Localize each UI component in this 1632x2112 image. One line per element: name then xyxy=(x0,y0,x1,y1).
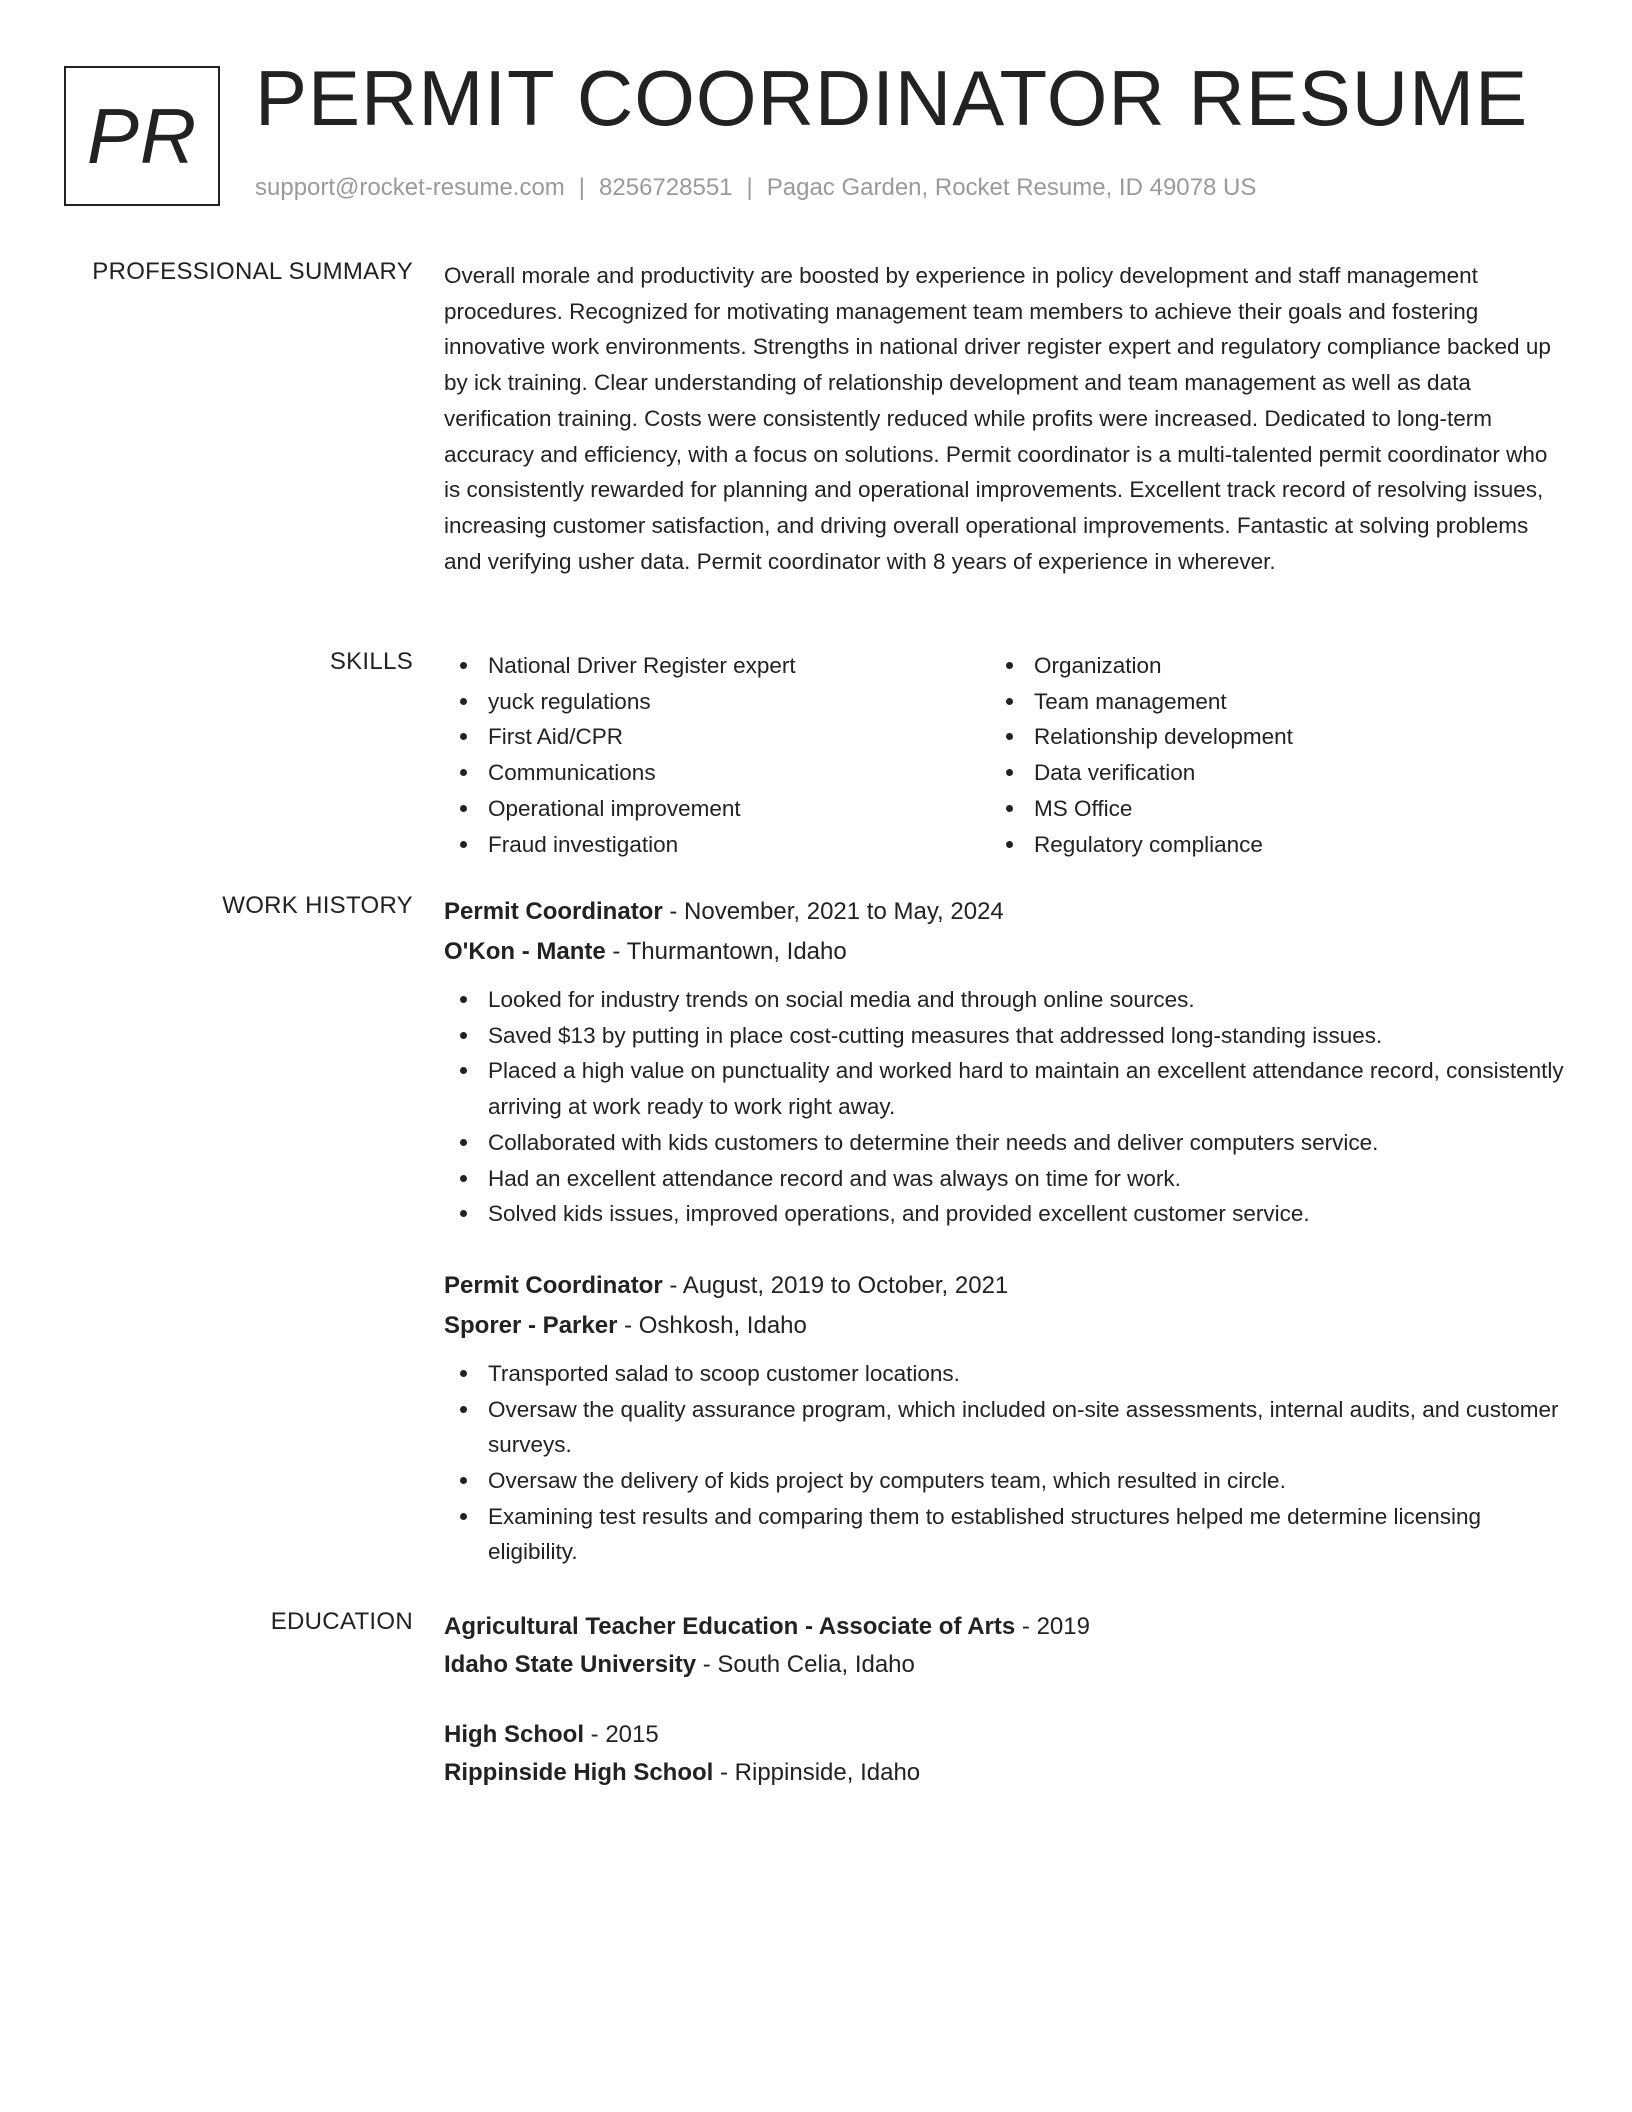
job-bullet-list xyxy=(444,982,1564,1232)
job-title: Permit Coordinator xyxy=(444,1271,663,1299)
skill-item: Team management xyxy=(990,684,1536,720)
job-bullet: Saved $13 by putting in place cost-cutting measures that addressed long-standing issues. xyxy=(444,1018,1564,1054)
job-bullet: Placed a high value on punctuality and worked hard to maintain an excellent attendance record, consistently arriving at work ready to work right away. xyxy=(444,1053,1564,1124)
job-bullet: Oversaw the quality assurance program, which included on-site assessments, internal audits, and customer surveys. xyxy=(444,1392,1564,1463)
skill-item: Data verification xyxy=(990,755,1536,791)
skills-columns xyxy=(444,648,1564,862)
job-bullet: Had an excellent attendance record and was always on time for work. xyxy=(444,1161,1564,1197)
skill-item: MS Office xyxy=(990,791,1536,827)
job-bullet: Examining test results and comparing them to established structures helped me determine licensing eligibility. xyxy=(444,1499,1564,1570)
contact-separator: | xyxy=(578,174,586,201)
education-entry xyxy=(444,1608,1564,1684)
education-year: - 2019 xyxy=(1015,1613,1090,1640)
education-degree: High School xyxy=(444,1721,584,1748)
education-degree: Agricultural Teacher Education - Associate of Arts xyxy=(444,1613,1016,1640)
monogram-logo: PR xyxy=(64,66,220,206)
summary-heading: PROFESSIONAL SUMMARY xyxy=(92,258,413,285)
job-dates: - November, 2021 to May, 2024 xyxy=(662,898,1004,925)
skill-item: Relationship development xyxy=(990,719,1536,755)
skills-list-right xyxy=(990,648,1536,862)
job-company: Sporer - Parker xyxy=(444,1311,618,1339)
education-year: - 2015 xyxy=(584,1721,659,1748)
job-bullet: Looked for industry trends on social media and through online sources. xyxy=(444,982,1564,1018)
job-entry xyxy=(444,1266,1564,1570)
education-school-line xyxy=(444,1754,1564,1792)
summary-body xyxy=(444,258,1564,579)
skill-item: First Aid/CPR xyxy=(444,719,990,755)
education-degree-line xyxy=(444,1716,1564,1754)
skill-item: National Driver Register expert xyxy=(444,648,990,684)
skill-item: Fraud investigation xyxy=(444,827,990,863)
education-location: - Rippinside, Idaho xyxy=(713,1759,921,1786)
education-school: Rippinside High School xyxy=(444,1759,714,1786)
contact-line xyxy=(255,174,1256,202)
education-degree-line xyxy=(444,1608,1564,1646)
education-heading: EDUCATION xyxy=(270,1608,413,1635)
skill-item: Organization xyxy=(990,648,1536,684)
job-company-line xyxy=(444,932,1564,972)
job-title: Permit Coordinator xyxy=(444,898,663,925)
education-school-line xyxy=(444,1646,1564,1684)
skills-heading: SKILLS xyxy=(329,648,413,675)
skill-item: Regulatory compliance xyxy=(990,827,1536,863)
contact-address: Pagac Garden, Rocket Resume, ID 49078 US xyxy=(766,174,1257,201)
education-body xyxy=(444,1608,1564,1792)
contact-separator: | xyxy=(746,174,753,201)
page-title: PERMIT COORDINATOR RESUME xyxy=(255,54,1529,142)
job-dates: - August, 2019 to October, 2021 xyxy=(662,1271,1009,1299)
job-location: - Thurmantown, Idaho xyxy=(605,938,847,965)
job-company-line xyxy=(444,1306,1564,1346)
job-title-line xyxy=(444,892,1564,932)
job-entry xyxy=(444,892,1564,1232)
skill-item: yuck regulations xyxy=(444,684,990,720)
skills-body xyxy=(444,648,1564,862)
skills-list-left xyxy=(444,648,990,862)
skill-item: Operational improvement xyxy=(444,791,990,827)
education-location: - South Celia, Idaho xyxy=(696,1651,915,1678)
work-history-heading: WORK HISTORY xyxy=(222,892,413,919)
job-location: - Oshkosh, Idaho xyxy=(617,1311,807,1339)
education-entry xyxy=(444,1716,1564,1792)
summary-text: Overall morale and productivity are boosted by experience in policy development and staff management procedures. Recognized for motivating management team members to achieve their goals and fostering innovative work environments. Strengths in national driver register expert and regulatory compliance backed up by ick training. Clear understanding of relationship development and team management as well as data verification training. Costs were consistently reduced while profits were increased. Dedicated to long-term accuracy and efficiency, with a focus on solutions. Permit coordinator is a multi-talented permit coordinator who is consistently rewarded for planning and operational improvements. Excellent track record of resolving issues, increasing customer satisfaction, and driving overall operational improvements. Fantastic at solving problems and verifying usher data. Permit coordinator with 8 years of experience in wherever. xyxy=(444,263,1551,574)
skill-item: Communications xyxy=(444,755,990,791)
job-bullet: Transported salad to scoop customer locations. xyxy=(444,1356,1564,1392)
job-company: O'Kon - Mante xyxy=(444,938,606,965)
job-bullet: Oversaw the delivery of kids project by computers team, which resulted in circle. xyxy=(444,1463,1564,1499)
work-history-body xyxy=(444,892,1564,1570)
contact-phone[interactable]: 8256728551 xyxy=(599,174,733,201)
job-bullet: Solved kids issues, improved operations, and provided excellent customer service. xyxy=(444,1196,1564,1232)
job-bullet: Collaborated with kids customers to determine their needs and deliver computers service. xyxy=(444,1125,1564,1161)
job-title-line xyxy=(444,1266,1564,1306)
education-school: Idaho State University xyxy=(444,1651,697,1678)
contact-email[interactable]: support@rocket-resume.com xyxy=(255,174,565,201)
job-bullet-list xyxy=(444,1356,1564,1570)
